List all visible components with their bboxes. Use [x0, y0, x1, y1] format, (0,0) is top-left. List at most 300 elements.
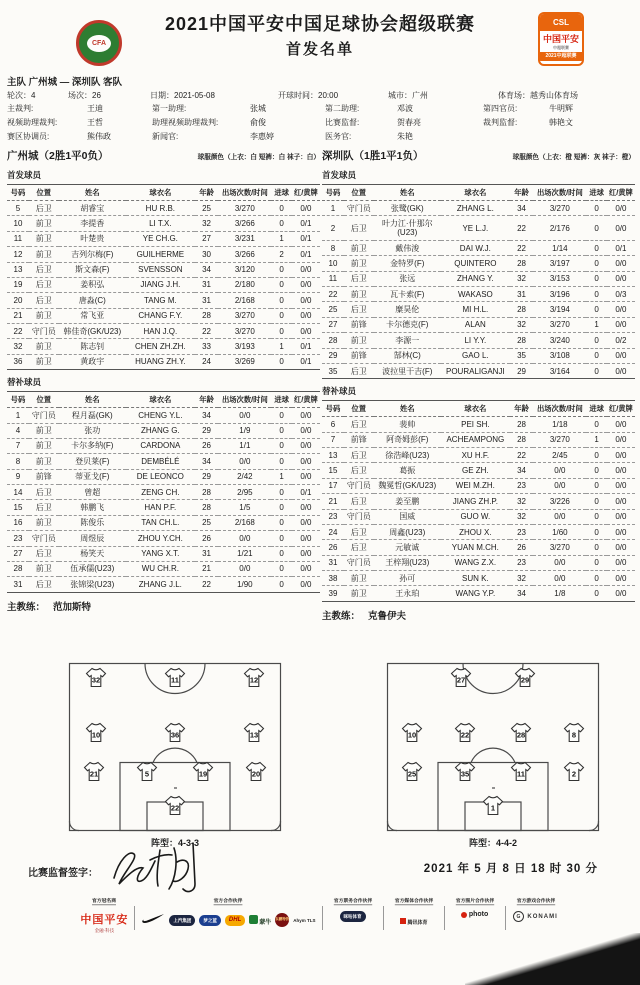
- player-cell: 0: [586, 509, 606, 524]
- player-cell: 0/1: [292, 216, 320, 231]
- player-row: [7, 277, 320, 292]
- svg-text:10: 10: [91, 730, 100, 739]
- player-cell: 0: [586, 216, 606, 241]
- jersey-marker: [453, 722, 477, 748]
- player-cell: 0/0: [292, 438, 320, 453]
- sponsor-items: [513, 911, 557, 922]
- player-cell: 0: [271, 408, 291, 423]
- player-cell: 21: [7, 308, 29, 323]
- player-cell: 2/168: [218, 515, 271, 530]
- player-cell: 后卫: [29, 577, 59, 592]
- player-cell: DAI W.J.: [441, 240, 510, 255]
- player-cell: 唐淼(C): [59, 293, 126, 308]
- player-cell: 29: [195, 423, 218, 438]
- player-cell: 3/266: [218, 247, 271, 262]
- player-cell: PEI SH.: [441, 417, 510, 432]
- official-name: 韩艳文: [549, 118, 573, 127]
- player-cell: MI H.L.: [441, 302, 510, 317]
- player-cell: 0/0: [533, 509, 586, 524]
- jersey-icon: [191, 761, 215, 782]
- player-cell: 23: [322, 509, 344, 524]
- player-cell: 3/270: [218, 308, 271, 323]
- dhl-logo: DHL: [225, 915, 245, 926]
- official-row: [325, 117, 421, 131]
- sponsor-items: [461, 911, 488, 918]
- jersey-marker: [163, 722, 187, 748]
- player-cell: 前卫: [344, 571, 374, 586]
- player-cell: 28: [195, 308, 218, 323]
- official-label: 新闻官:: [152, 132, 179, 141]
- player-cell: 周鑫(U23): [374, 524, 441, 539]
- player-cell: 3/197: [533, 256, 586, 271]
- player-cell: 程月磊(GK): [59, 408, 126, 423]
- sponsor-divider: [505, 906, 506, 930]
- player-cell: 李提香: [59, 216, 126, 231]
- jersey-icon: [163, 795, 187, 816]
- player-cell: 周煜辰: [59, 531, 126, 546]
- column-header: 位置: [344, 401, 374, 417]
- player-row: [322, 287, 635, 302]
- player-cell: 孙可: [374, 571, 441, 586]
- sponsor-group: [80, 898, 128, 934]
- player-cell: 29: [510, 363, 533, 378]
- player-cell: 34: [510, 586, 533, 601]
- player-row: [7, 561, 320, 576]
- player-cell: 胡睿宝: [59, 201, 126, 216]
- starters-label: 首发球员: [322, 170, 357, 180]
- player-cell: 15: [322, 463, 344, 478]
- player-cell: 卡尔多纳(F): [59, 438, 126, 453]
- starters-table: [322, 184, 635, 379]
- player-cell: 后卫: [29, 293, 59, 308]
- player-row: [7, 546, 320, 561]
- player-cell: 34: [195, 408, 218, 423]
- player-cell: 1: [322, 201, 344, 216]
- csl-badge-pingan: 中国平安: [542, 34, 579, 44]
- player-cell: 0/0: [607, 586, 635, 601]
- player-cell: HUANG ZH.Y.: [126, 354, 195, 369]
- player-cell: YUAN M.CH.: [441, 540, 510, 555]
- player-cell: 0: [271, 500, 291, 515]
- player-cell: 李源一: [374, 333, 441, 348]
- player-cell: 1/9: [218, 423, 271, 438]
- player-cell: 0/0: [292, 308, 320, 323]
- nike-swoosh-logo: [141, 911, 165, 929]
- player-cell: 0/0: [533, 463, 586, 478]
- player-cell: 0: [586, 302, 606, 317]
- player-cell: 34: [510, 201, 533, 216]
- official-label: 助理视频助理裁判:: [152, 118, 219, 127]
- player-cell: 3/226: [533, 494, 586, 509]
- official-label: 医务官:: [325, 132, 352, 141]
- player-cell: 30: [195, 247, 218, 262]
- player-cell: 姜至鹏: [374, 494, 441, 509]
- player-cell: 2/42: [218, 469, 271, 484]
- column-header: 进球: [586, 401, 606, 417]
- player-cell: 守门员: [344, 509, 374, 524]
- player-cell: 前卫: [29, 308, 59, 323]
- jersey-icon: [244, 761, 268, 782]
- official-label: 第四官员:: [483, 104, 518, 113]
- player-cell: 0/0: [607, 524, 635, 539]
- mengniu-logo: [249, 911, 271, 929]
- player-row: [322, 571, 635, 586]
- player-cell: 14: [7, 485, 29, 500]
- player-cell: QUINTERO: [441, 256, 510, 271]
- player-cell: 1/18: [533, 417, 586, 432]
- column-header: 号码: [7, 392, 29, 408]
- player-cell: 张功: [59, 423, 126, 438]
- csl-badge-csl: CSL: [540, 14, 582, 31]
- official-label: 主裁判:: [7, 104, 34, 113]
- pingan-subtext: 金融·科技: [94, 928, 115, 933]
- player-cell: 0: [271, 485, 291, 500]
- player-cell: 26: [322, 540, 344, 555]
- photo-partner-logo: [461, 911, 488, 918]
- player-cell: 0: [271, 201, 291, 216]
- player-cell: 后卫: [344, 540, 374, 555]
- player-cell: 31: [510, 287, 533, 302]
- player-cell: 28: [195, 500, 218, 515]
- player-cell: 3/153: [533, 271, 586, 286]
- player-cell: 后卫: [344, 216, 374, 241]
- player-cell: 22: [510, 240, 533, 255]
- player-cell: 姜积弘: [59, 277, 126, 292]
- player-cell: ZHANG J.L.: [126, 577, 195, 592]
- jersey-icon: [82, 761, 106, 782]
- player-cell: 戴伟浚: [374, 240, 441, 255]
- player-row: [7, 500, 320, 515]
- player-cell: 3/231: [218, 231, 271, 246]
- player-cell: 3/108: [533, 348, 586, 363]
- player-cell: 0: [586, 417, 606, 432]
- player-row: [7, 454, 320, 469]
- starters-label: 首发球员: [7, 170, 42, 180]
- player-cell: 0/1: [292, 247, 320, 262]
- player-cell: 38: [322, 571, 344, 586]
- svg-text:2: 2: [572, 769, 577, 779]
- player-cell: 1/90: [218, 577, 271, 592]
- player-cell: ZENG CH.: [126, 485, 195, 500]
- player-cell: 9: [7, 469, 29, 484]
- player-cell: 2/95: [218, 485, 271, 500]
- player-cell: 前卫: [344, 586, 374, 601]
- player-cell: 0/0: [292, 262, 320, 277]
- player-cell: 登贝莱(F): [59, 454, 126, 469]
- player-cell: 0/0: [292, 423, 320, 438]
- player-cell: 0/0: [607, 540, 635, 555]
- column-header: 年龄: [510, 401, 533, 417]
- sponsor-group: [329, 898, 377, 922]
- player-cell: 前卫: [29, 454, 59, 469]
- match-date: 日期：2021-05-08: [150, 91, 215, 100]
- player-cell: 后卫: [344, 417, 374, 432]
- sponsor-logo-media: [400, 911, 428, 929]
- column-header: 位置: [344, 185, 374, 201]
- match-round: 轮次：4: [7, 91, 36, 100]
- player-cell: CHANG F.Y.: [126, 308, 195, 323]
- player-cell: 15: [7, 500, 29, 515]
- sponsor-items: [340, 911, 366, 922]
- svg-text:8: 8: [572, 730, 577, 739]
- player-cell: 陈志钊: [59, 339, 126, 354]
- player-cell: 39: [322, 586, 344, 601]
- column-header: 年龄: [510, 185, 533, 201]
- svg-text:11: 11: [171, 675, 179, 685]
- match-kickoff: 开球时间：20:00: [278, 91, 339, 100]
- player-cell: 0: [586, 240, 606, 255]
- official-name: 贺春亮: [397, 118, 421, 127]
- player-cell: 0/1: [292, 339, 320, 354]
- player-cell: 0/0: [607, 448, 635, 463]
- player-row: [322, 478, 635, 493]
- jersey-marker: [400, 722, 424, 748]
- player-cell: 28: [510, 302, 533, 317]
- player-cell: 张鹭(GK): [374, 201, 441, 216]
- player-cell: 29: [322, 348, 344, 363]
- player-cell: 元敏诚: [374, 540, 441, 555]
- column-header: 红/黄牌: [607, 185, 635, 201]
- player-cell: 0/0: [607, 463, 635, 478]
- player-cell: 0/0: [607, 363, 635, 378]
- player-cell: 1/8: [533, 586, 586, 601]
- svg-text:1: 1: [490, 803, 496, 813]
- player-row: [322, 524, 635, 539]
- player-row: [322, 555, 635, 570]
- player-cell: HAN J.Q.: [126, 324, 195, 339]
- sponsor-group: [451, 898, 499, 918]
- jersey-icon: [242, 667, 266, 688]
- player-cell: 前卫: [29, 561, 59, 576]
- csl-badge-sub: 中超联赛: [553, 45, 569, 50]
- player-cell: 叶楚贵: [59, 231, 126, 246]
- official-name: 邓波: [397, 104, 413, 113]
- player-cell: 32: [510, 271, 533, 286]
- jersey-marker: [513, 667, 537, 693]
- column-header: 球衣名: [126, 185, 195, 201]
- player-cell: GAO L.: [441, 348, 510, 363]
- player-cell: 0/0: [292, 277, 320, 292]
- player-cell: 波拉里干吉(F): [374, 363, 441, 378]
- player-cell: 3/194: [533, 302, 586, 317]
- player-cell: 16: [7, 515, 29, 530]
- player-cell: 0: [271, 262, 291, 277]
- player-cell: TANG M.: [126, 293, 195, 308]
- player-cell: 7: [7, 438, 29, 453]
- official-name: 熊伟政: [87, 132, 111, 141]
- player-cell: 1: [586, 317, 606, 332]
- player-cell: 后卫: [29, 546, 59, 561]
- player-cell: HAN P.F.: [126, 500, 195, 515]
- player-cell: 7: [322, 432, 344, 447]
- player-cell: 1: [271, 339, 291, 354]
- official-label: 裁判监督:: [483, 118, 518, 127]
- player-row: [7, 216, 320, 231]
- official-row: [152, 117, 274, 131]
- player-row: [322, 317, 635, 332]
- csl-badge-bottom: 2021中超联赛: [540, 52, 582, 61]
- coach-label: 主教练：: [322, 610, 361, 622]
- official-row: [152, 103, 274, 117]
- player-cell: 后卫: [29, 500, 59, 515]
- svg-text:27: 27: [456, 675, 466, 685]
- player-row: [7, 293, 320, 308]
- konami-logo: [513, 911, 557, 922]
- player-cell: 0: [586, 271, 606, 286]
- sponsor-category-label: 官方票务合作伙伴: [333, 898, 372, 904]
- player-cell: 0: [586, 478, 606, 493]
- player-cell: 1/21: [218, 546, 271, 561]
- jersey-icon: [84, 722, 108, 743]
- player-cell: 0: [586, 540, 606, 555]
- player-cell: 0: [586, 463, 606, 478]
- player-cell: 6: [322, 417, 344, 432]
- player-cell: 26: [510, 540, 533, 555]
- player-cell: LI T.X.: [126, 216, 195, 231]
- column-header: 位置: [29, 392, 59, 408]
- player-cell: POURALIGANJI: [441, 363, 510, 378]
- player-cell: 3/240: [533, 333, 586, 348]
- formation-pitch-home: [68, 662, 282, 832]
- player-cell: 守门员: [344, 201, 374, 216]
- table-header-row: [322, 401, 635, 417]
- player-cell: 32: [510, 509, 533, 524]
- player-cell: 魏冕哲(GK/U23): [374, 478, 441, 493]
- player-cell: 1: [586, 432, 606, 447]
- player-cell: CHEN ZH.ZH.: [126, 339, 195, 354]
- svg-text:29: 29: [520, 675, 530, 685]
- svg-text:10: 10: [407, 730, 416, 739]
- signature-scribble: [106, 838, 206, 901]
- player-cell: 0/0: [607, 555, 635, 570]
- svg-text:32: 32: [91, 675, 100, 685]
- player-cell: 0: [271, 354, 291, 369]
- player-cell: 0/0: [607, 432, 635, 447]
- player-row: [7, 531, 320, 546]
- player-cell: 0/0: [533, 555, 586, 570]
- player-cell: 2/45: [533, 448, 586, 463]
- match-game-no: 场次：26: [68, 91, 101, 100]
- player-cell: 后卫: [344, 524, 374, 539]
- player-cell: 伍承儒(U23): [59, 561, 126, 576]
- team-header: [322, 148, 635, 163]
- player-cell: 0/0: [607, 271, 635, 286]
- sponsor-divider: [444, 906, 445, 930]
- player-cell: 3/270: [533, 201, 586, 216]
- column-header: 姓名: [374, 185, 441, 201]
- official-name: 李惠婷: [250, 132, 274, 141]
- table-header-row: [7, 392, 320, 408]
- subs-table: [7, 391, 320, 593]
- jersey-icon: [449, 667, 473, 688]
- official-label: 第二助理:: [325, 104, 360, 113]
- jersey-marker: [82, 761, 106, 787]
- player-row: [322, 540, 635, 555]
- player-cell: 24: [195, 354, 218, 369]
- player-row: [322, 216, 635, 241]
- player-cell: GUO W.: [441, 509, 510, 524]
- player-cell: 徐浩峰(U23): [374, 448, 441, 463]
- player-cell: 0: [271, 546, 291, 561]
- page-title: 2021中国平安中国足球协会超级联赛: [164, 14, 476, 34]
- player-row: [322, 509, 635, 524]
- player-cell: 28: [510, 432, 533, 447]
- player-cell: 曾超: [59, 485, 126, 500]
- svg-text:35: 35: [461, 769, 470, 779]
- official-name: 牛明辉: [549, 104, 573, 113]
- official-row: [7, 103, 111, 117]
- player-cell: 前锋: [344, 317, 374, 332]
- player-cell: 22: [510, 448, 533, 463]
- column-header: 出场次数/时间: [218, 185, 271, 201]
- player-cell: 5: [7, 201, 29, 216]
- jersey-marker: [242, 667, 266, 693]
- player-cell: 0/2: [607, 333, 635, 348]
- match-teams-line: 主队 广州城 — 深圳队 客队: [7, 77, 123, 88]
- player-cell: 0/1: [607, 240, 635, 255]
- player-cell: 前卫: [344, 287, 374, 302]
- player-cell: 24: [322, 524, 344, 539]
- player-row: [322, 201, 635, 216]
- column-header: 进球: [271, 392, 291, 408]
- jersey-icon: [453, 722, 477, 743]
- jersey-icon: [163, 667, 187, 688]
- player-cell: 卡尔德克(F): [374, 317, 441, 332]
- player-cell: 0: [271, 216, 291, 231]
- jersey-marker: [400, 761, 424, 787]
- jersey-marker: [562, 761, 586, 787]
- player-cell: 32: [510, 494, 533, 509]
- player-cell: 3/164: [533, 363, 586, 378]
- media-logo-text: 腾讯体育: [407, 920, 428, 926]
- player-row: [322, 348, 635, 363]
- player-cell: 0: [586, 571, 606, 586]
- player-row: [7, 485, 320, 500]
- player-cell: 糜昊伦: [374, 302, 441, 317]
- player-cell: YANG X.T.: [126, 546, 195, 561]
- player-cell: 0/1: [292, 354, 320, 369]
- player-cell: 陈俊乐: [59, 515, 126, 530]
- svg-text:25: 25: [407, 769, 416, 779]
- starters-table: [7, 184, 320, 370]
- player-cell: 蒂亚戈(F): [59, 469, 126, 484]
- player-cell: 韩鹏飞: [59, 500, 126, 515]
- player-cell: 35: [322, 363, 344, 378]
- player-cell: 0: [271, 561, 291, 576]
- column-header: 出场次数/时间: [533, 185, 586, 201]
- official-name: 俞俊: [250, 118, 266, 127]
- player-cell: 0/0: [292, 201, 320, 216]
- player-cell: 8: [7, 454, 29, 469]
- player-cell: 前卫: [344, 333, 374, 348]
- player-cell: 22: [322, 287, 344, 302]
- player-cell: 0/1: [292, 231, 320, 246]
- player-cell: JIANG ZH.P.: [441, 494, 510, 509]
- jersey-marker: [84, 667, 108, 693]
- official-row: [152, 131, 274, 145]
- jersey-icon: [453, 761, 477, 782]
- svg-text:28: 28: [516, 730, 525, 739]
- player-cell: 韩佳奇(GK/U23): [59, 324, 126, 339]
- column-header: 出场次数/时间: [218, 392, 271, 408]
- player-cell: 13: [7, 262, 29, 277]
- player-cell: 3/120: [218, 262, 271, 277]
- player-cell: 2/180: [218, 277, 271, 292]
- player-cell: 23: [510, 478, 533, 493]
- svg-text:21: 21: [89, 769, 98, 779]
- player-cell: 12: [7, 247, 29, 262]
- player-cell: 22: [510, 216, 533, 241]
